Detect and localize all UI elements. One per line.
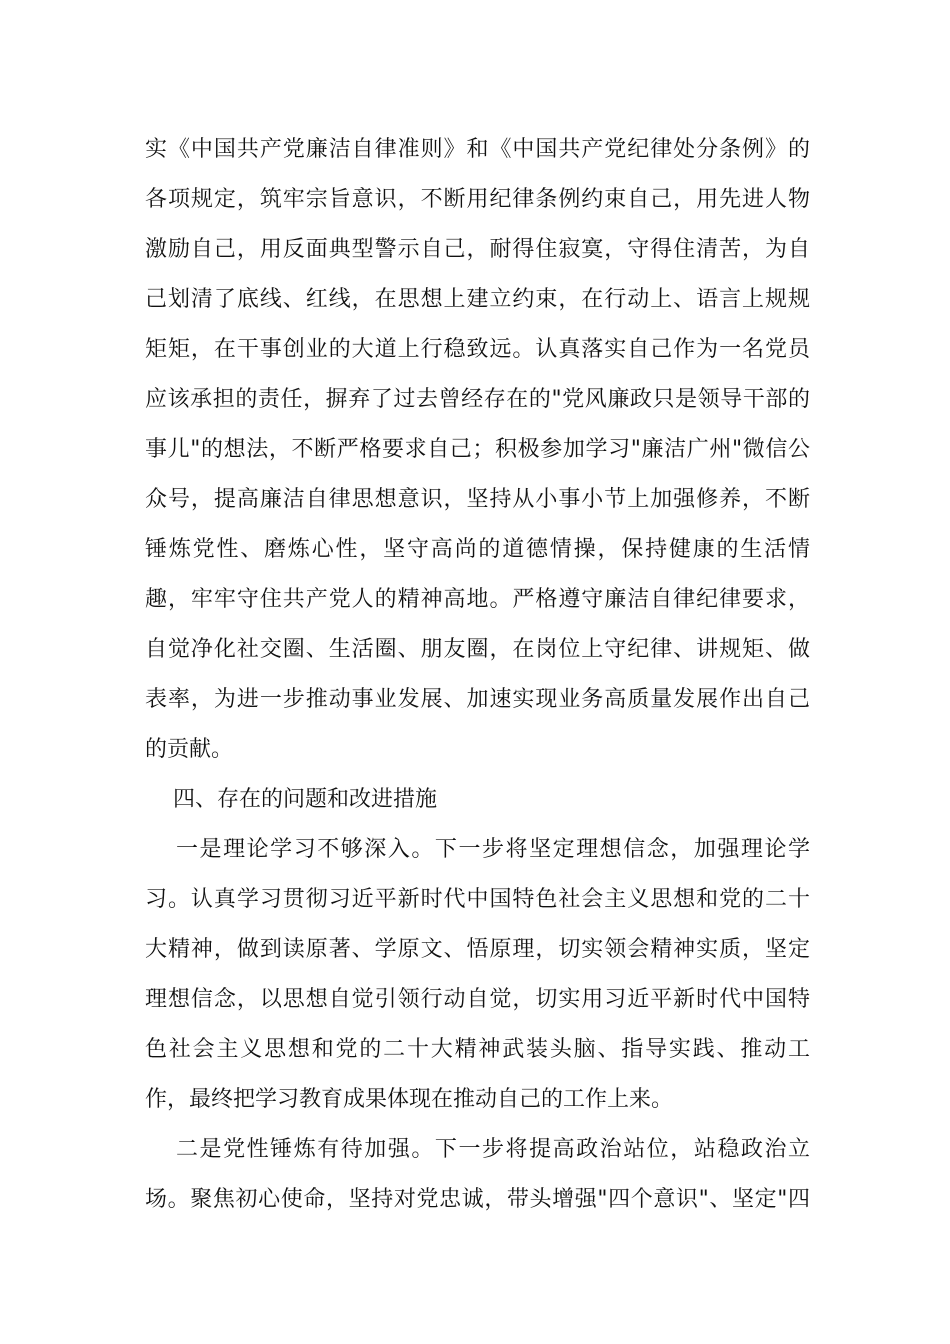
text-line-5: 矩矩，在干事创业的大道上行稳致远。认真落实自己作为一名党员 [145,337,810,362]
text-line-8: 众号，提高廉洁自律思想意识，坚持从小事小节上加强修养，不断 [145,487,810,512]
text-line-15: 一是理论学习不够深入。下一步将坚定理想信念，加强理论学 [176,837,810,862]
section-heading: 四、存在的问题和改进措施 [173,787,438,812]
text-line-16: 习。认真学习贯彻习近平新时代中国特色社会主义思想和党的二十 [145,887,810,912]
text-line-4: 己划清了底线、红线，在思想上建立约束，在行动上、语言上规规 [145,287,810,312]
text-line-22: 场。聚焦初心使命，坚持对党忠诚，带头增强"四个意识"、坚定"四 [145,1187,810,1212]
text-line-6: 应该承担的责任，摒弃了过去曾经存在的"党风廉政只是领导干部的 [145,387,810,412]
text-line-2: 各项规定，筑牢宗旨意识，不断用纪律条例约束自己，用先进人物 [145,187,810,212]
text-line-12: 表率，为进一步推动事业发展、加速实现业务高质量发展作出自己 [145,687,810,712]
text-line-7: 事儿"的想法，不断严格要求自己；积极参加学习"廉洁广州"微信公 [145,437,810,462]
text-line-10: 趣，牢牢守住共产党人的精神高地。严格遵守廉洁自律纪律要求， [145,587,810,612]
text-line-20: 作，最终把学习教育成果体现在推动自己的工作上来。 [145,1087,674,1112]
text-line-11: 自觉净化社交圈、生活圈、朋友圈，在岗位上守纪律、讲规矩、做 [145,637,810,662]
text-line-1: 实《中国共产党廉洁自律准则》和《中国共产党纪律处分条例》的 [145,137,810,162]
text-line-18: 理想信念，以思想自觉引领行动自觉，切实用习近平新时代中国特 [145,987,810,1012]
text-line-21: 二是党性锤炼有待加强。下一步将提高政治站位，站稳政治立 [176,1137,810,1162]
text-line-3: 激励自己，用反面典型警示自己，耐得住寂寞，守得住清苦，为自 [145,237,810,262]
text-line-9: 锤炼党性、磨炼心性，坚守高尚的道德情操，保持健康的生活情 [145,537,810,562]
text-line-17: 大精神，做到读原著、学原文、悟原理，切实领会精神实质，坚定 [145,937,810,962]
text-line-19: 色社会主义思想和党的二十大精神武装头脑、指导实践、推动工 [145,1037,810,1062]
text-line-13: 的贡献。 [145,737,234,762]
